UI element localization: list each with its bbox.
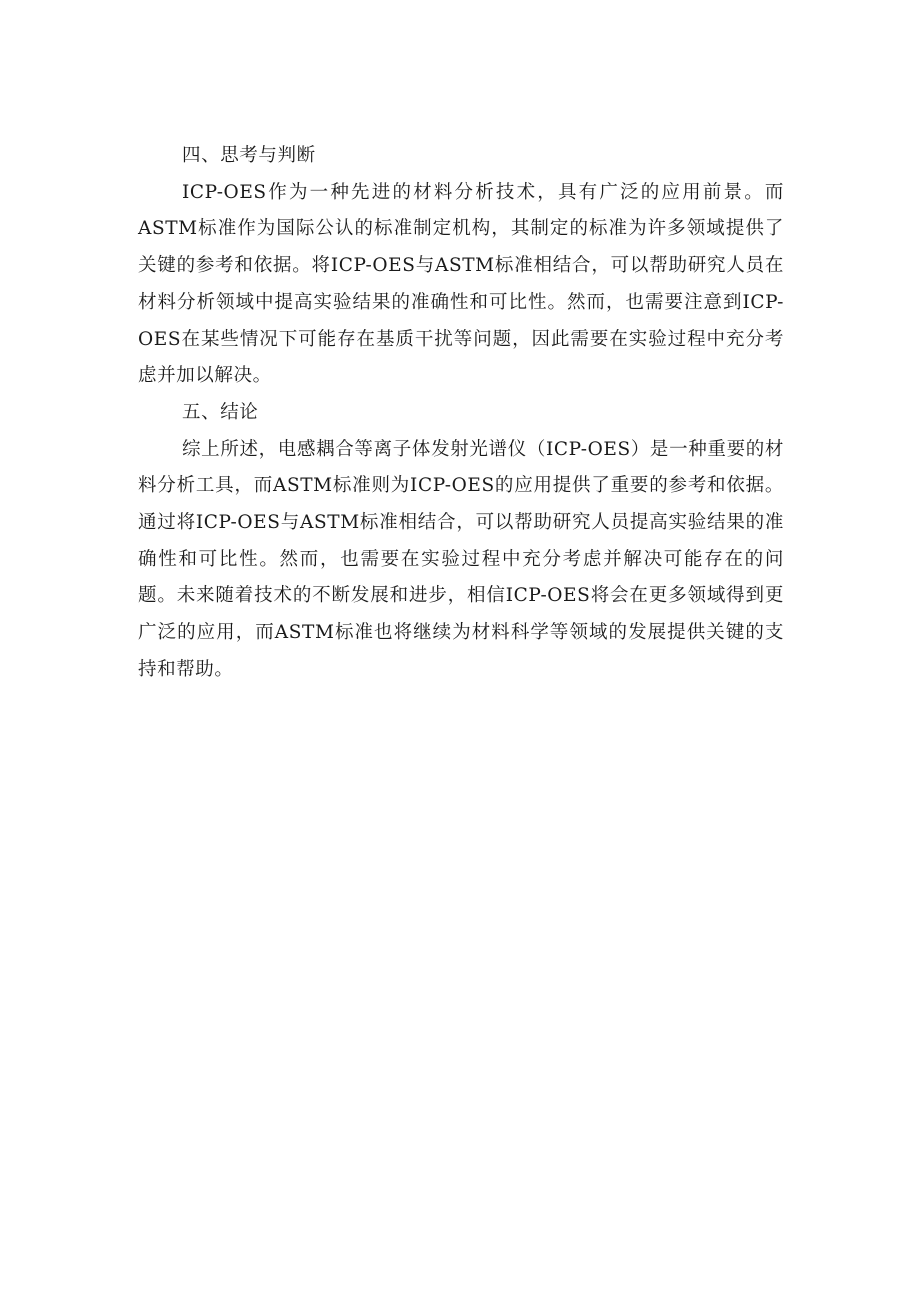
section-paragraph-conclusion: 综上所述，电感耦合等离子体发射光谱仪（ICP-OES）是一种重要的材料分析工具，而ASTM标准则为ICP-OES的应用提供了重要的参考和依据。通过将ICP-OES与ASTM标准相结合，可以帮助研究人员提高实验结果的准确性和可比性。然而，也需要在实验过程中充分考虑并解决可能存在的问题。未来随着技术的不断发展和进步，相信ICP-OES将会在更多领域得到更广泛的应用，而ASTM标准也将继续为材料科学等领域的发展提供关键的支持和帮助。 <box>138 438 784 680</box>
section-heading-thinking: 四、思考与判断 <box>182 145 316 166</box>
section-heading-conclusion: 五、结论 <box>182 401 259 423</box>
document-body <box>138 138 784 689</box>
section-paragraph-thinking: ICP-OES作为一种先进的材料分析技术，具有广泛的应用前景。而ASTM标准作为国际公认的标准制定机构，其制定的标准为许多领域提供了关键的参考和依据。将ICP-OES与ASTM标准相结合，可以帮助研究人员在材料分析领域中提高实验结果的准确性和可比性。然而，也需要注意到ICP-OES在某些情况下可能存在基质干扰等问题，因此需要在实验过程中充分考虑并加以解决。 <box>138 181 784 387</box>
